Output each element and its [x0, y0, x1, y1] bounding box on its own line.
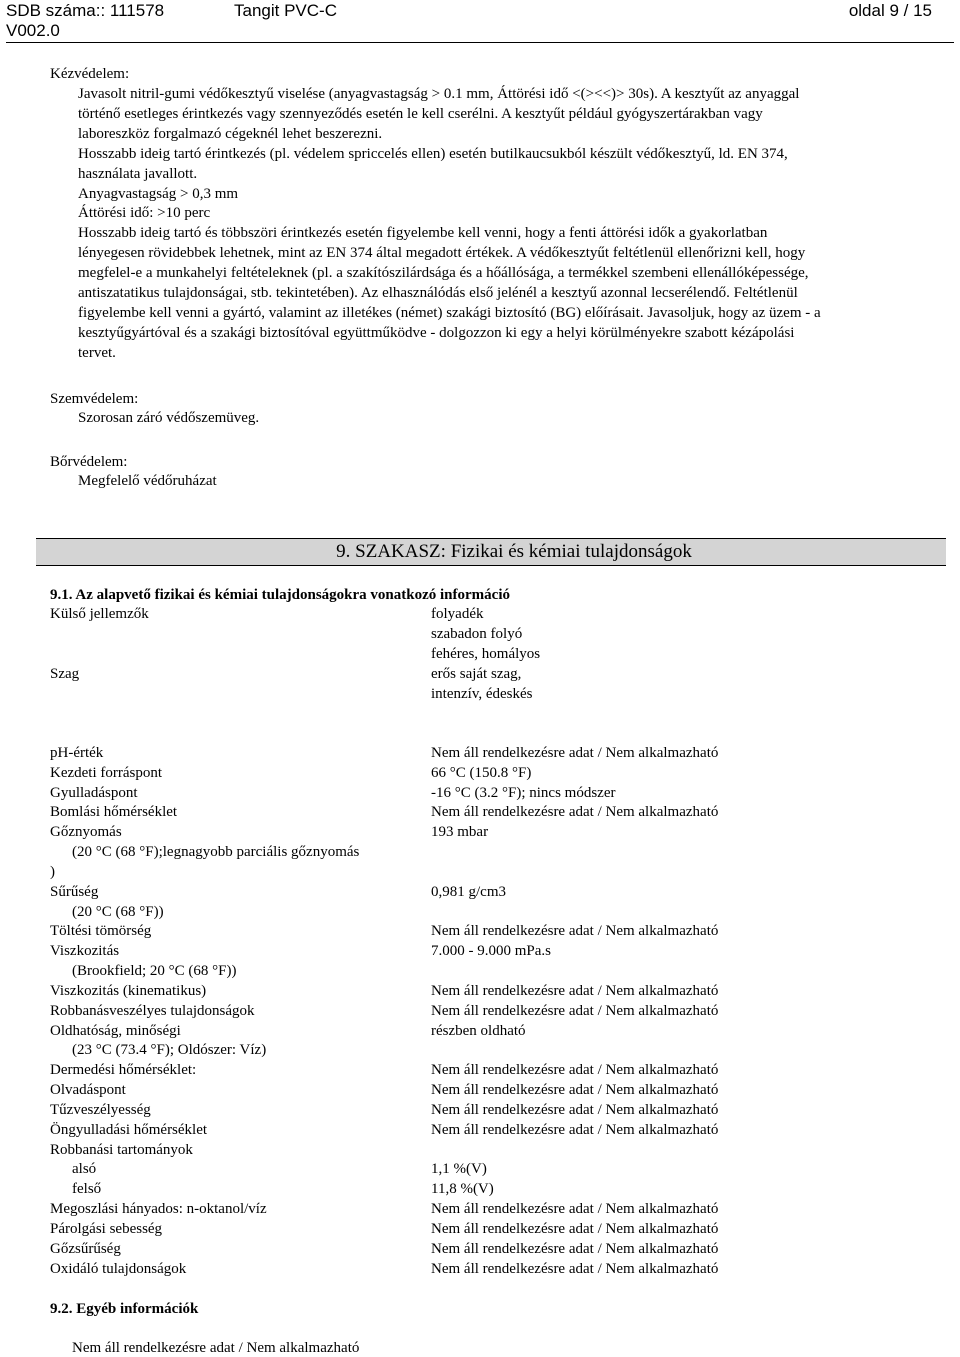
hand-protection-line: Áttörési idő: >10 perc	[78, 205, 211, 222]
property-label: Oxidáló tulajdonságok	[50, 1260, 187, 1277]
property-label: Kezdeti forráspont	[50, 764, 163, 781]
property-value: fehéres, homályos	[431, 645, 541, 662]
property-label: (Brookfield; 20 °C (68 °F))	[72, 963, 237, 980]
property-value: 11,8 %(V)	[431, 1181, 494, 1198]
property-value: 7.000 - 9.000 mPa.s	[431, 943, 551, 960]
property-label: Gőznyomás	[50, 824, 122, 841]
hand-protection-line: Javasolt nitril-gumi védőkesztyű viselése (anyagvastagság > 0.1 mm, Áttörési idő <(><<)> 30s). A kesztyűt az anyaggal	[78, 86, 800, 102]
property-label: )	[50, 863, 55, 880]
property-value: 1,1 %(V)	[431, 1161, 487, 1178]
property-label: Oldhatóság, minőségi	[50, 1022, 181, 1039]
page-number: oldal 9 / 15	[848, 1, 932, 20]
property-label: (23 °C (73.4 °F); Oldószer: Víz)	[72, 1042, 267, 1059]
property-label: (20 °C (68 °F);legnagyobb parciális gőznyomás	[72, 844, 360, 861]
hand-protection-line: laboreszköz forgalmazó cégeknél lehet beszerezni.	[78, 125, 383, 142]
hand-protection-line: antiszatatikus tulajdonságai, stb. tekintetében). Az elhasználódás első jelénél a kesztyű azonnal lecserélendő. Feltétlenül	[78, 285, 798, 301]
property-value: 66 °C (150.8 °F)	[431, 764, 532, 781]
property-value: Nem áll rendelkezésre adat / Nem alkalmazható	[431, 1240, 719, 1257]
property-value: Nem áll rendelkezésre adat / Nem alkalmazható	[431, 1220, 719, 1237]
property-label: Párolgási sebesség	[50, 1220, 163, 1237]
hand-protection-line: megfelel-e a munkahelyi feltételeknek (pl. a szakítószilárdsága és a hőállósága, a termékkel szembeni ellenállóképessége,	[78, 265, 809, 282]
eye-protection-label: Szemvédelem:	[50, 391, 139, 407]
property-value: -16 °C (3.2 °F); nincs módszer	[431, 784, 616, 801]
hand-protection-line: használata javallott.	[78, 165, 198, 182]
property-label: pH-érték	[50, 745, 104, 761]
property-label: (20 °C (68 °F))	[72, 903, 164, 920]
property-label: Öngyulladási hőmérséklet	[50, 1121, 208, 1138]
property-label: Sűrűség	[50, 883, 99, 900]
property-label: Bomlási hőmérséklet	[50, 804, 178, 821]
property-label: Dermedési hőmérséklet:	[50, 1062, 197, 1079]
sdb-number: SDB száma:: 111578	[6, 1, 165, 20]
property-value: Nem áll rendelkezésre adat / Nem alkalmazható	[431, 1260, 719, 1277]
product-name: Tangit PVC-C	[234, 1, 337, 20]
property-value: 193 mbar	[431, 824, 489, 841]
section-heading-band	[36, 538, 946, 566]
property-value: intenzív, édeskés	[431, 685, 533, 702]
property-value: Nem áll rendelkezésre adat / Nem alkalmazható	[431, 745, 719, 761]
eye-protection-text: Szorosan záró védőszemüveg.	[78, 410, 260, 426]
skin-protection-label: Bőrvédelem:	[50, 454, 128, 470]
property-label: Szag	[50, 665, 80, 682]
property-label: Olvadáspont	[50, 1082, 126, 1099]
hand-protection-line: tervet.	[78, 344, 116, 361]
hand-protection-line: kesztyűgyártóval és a szakági biztosítóval együttműködve - dolgozzon ki egy a helyi körülményekre szabott kézápolási	[78, 324, 795, 341]
property-label: Viszkozitás	[50, 943, 120, 960]
property-value: Nem áll rendelkezésre adat / Nem alkalmazható	[431, 1101, 719, 1118]
hand-protection-line: lényegesen rövidebbek lehetnek, mint az EN 374 által megadott értékek. A védőkesztyűt feltétlenül ellenőrizni kell, hogy	[78, 245, 806, 262]
property-value: Nem áll rendelkezésre adat / Nem alkalmazható	[431, 1002, 719, 1019]
property-label: Töltési tömörség	[50, 923, 152, 940]
property-value: Nem áll rendelkezésre adat / Nem alkalmazható	[431, 923, 719, 940]
property-value: Nem áll rendelkezésre adat / Nem alkalmazható	[431, 1082, 719, 1099]
property-label: felső	[72, 1181, 102, 1198]
property-label: Robbanási tartományok	[50, 1141, 193, 1158]
property-value: Nem áll rendelkezésre adat / Nem alkalmazható	[431, 1062, 719, 1079]
property-label: Tűzveszélyesség	[50, 1101, 151, 1118]
property-value: Nem áll rendelkezésre adat / Nem alkalmazható	[431, 982, 719, 999]
property-value: részben oldható	[431, 1022, 526, 1039]
property-label: Gyulladáspont	[50, 784, 138, 801]
skin-protection-text: Megfelelő védőruházat	[78, 473, 217, 489]
hand-protection-line: Anyagvastagság > 0,3 mm	[78, 185, 239, 202]
property-label: Viszkozitás (kinematikus)	[50, 982, 207, 999]
property-value: Nem áll rendelkezésre adat / Nem alkalmazható	[431, 1121, 719, 1138]
property-label: Külső jellemzők	[50, 606, 149, 622]
property-value: 0,981 g/cm3	[431, 883, 506, 900]
property-value: Nem áll rendelkezésre adat / Nem alkalmazható	[431, 804, 719, 821]
version: V002.0	[6, 21, 60, 40]
hand-protection-line: Hosszabb ideig tartó és többszöri érintkezés esetén figyelembe kell venni, hogy a fenti áttörési idők a gyakorlatban	[78, 225, 768, 242]
header-divider	[6, 42, 954, 43]
subsection-9-1-title: 9.1. Az alapvető fizikai és kémiai tulajdonságokra vonatkozó információ	[50, 587, 510, 603]
property-value: szabadon folyó	[431, 625, 523, 642]
property-value: folyadék	[431, 606, 484, 622]
hand-protection-line: Hosszabb ideig tartó érintkezés (pl. védelem spriccelés ellen) esetén butilkaucsukból készült védőkesztyű, ld. EN 374,	[78, 145, 788, 162]
property-label: Robbanásveszélyes tulajdonságok	[50, 1002, 255, 1019]
property-value: Nem áll rendelkezésre adat / Nem alkalmazható	[431, 1201, 719, 1218]
hand-protection-line: figyelembe kell venni a gyártó, valamint az illetékes (német) szakági biztosító (BG) előírásait. Javasoljuk, hogy az üzem - a	[78, 304, 821, 321]
hand-protection-line: történő esetleges érintkezés vagy szennyeződés esetén le kell cserélni. A kesztyűt például gyógyszertárakban vagy	[78, 105, 763, 122]
page-header	[0, 0, 960, 44]
property-value: erős saját szag,	[431, 665, 522, 682]
property-label: alsó	[72, 1161, 97, 1178]
subsection-9-2-title: 9.2. Egyéb információk	[50, 1301, 199, 1317]
other-information-text: Nem áll rendelkezésre adat / Nem alkalmazható	[72, 1340, 360, 1356]
property-label: Gőzsűrűség	[50, 1240, 121, 1257]
section-title: 9. SZAKASZ: Fizikai és kémiai tulajdonságok	[336, 541, 692, 562]
property-label: Megoszlási hányados: n-oktanol/víz	[50, 1201, 267, 1218]
hand-protection-label: Kézvédelem:	[50, 66, 130, 82]
